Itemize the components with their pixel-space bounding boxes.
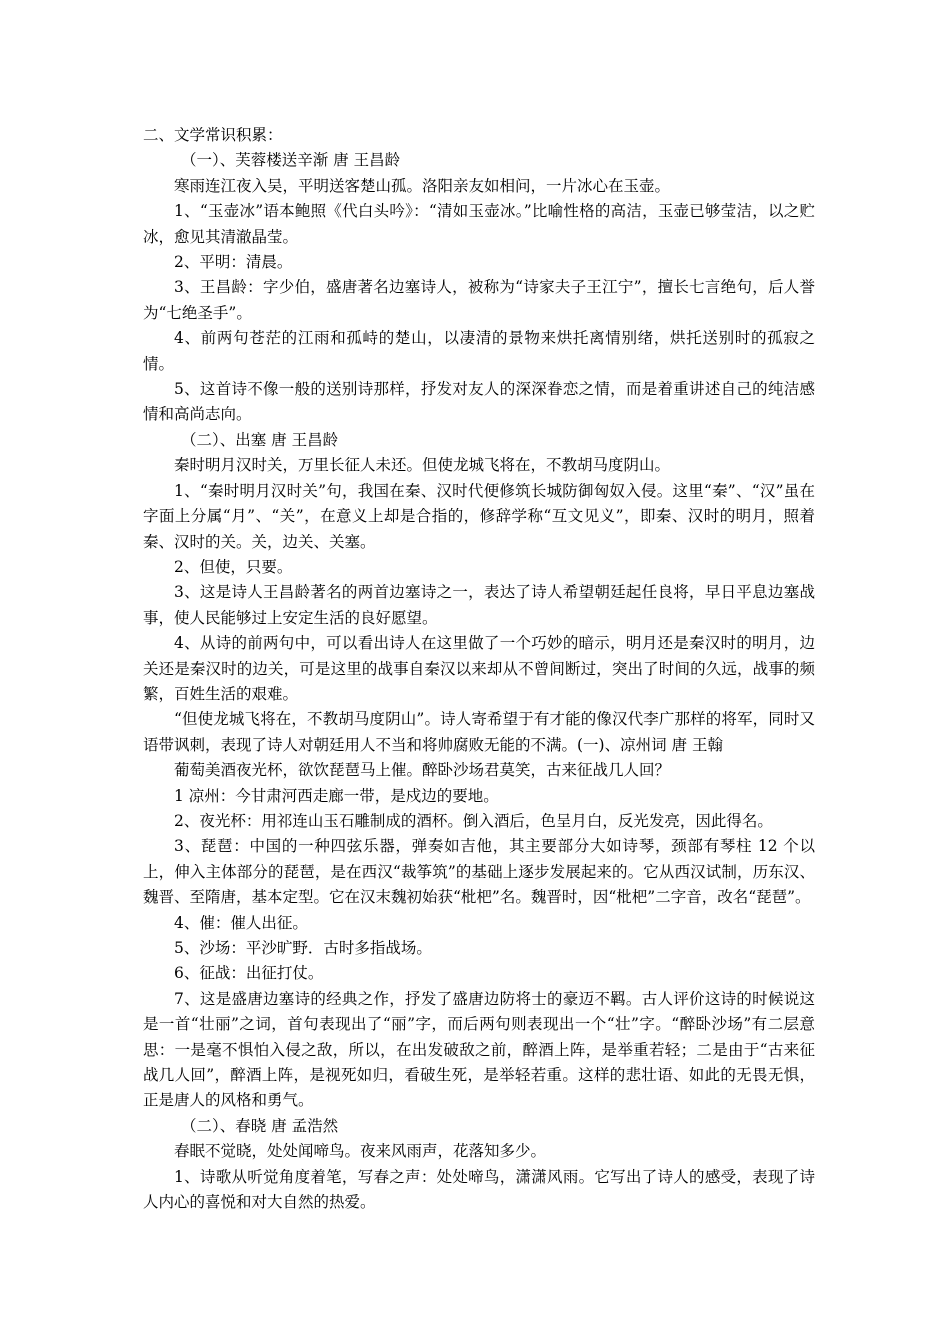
note-paragraph: 4、从诗的前两句中，可以看出诗人在这里做了一个巧妙的暗示，明月还是秦汉时的明月，边关还是秦汉时的边关，可是这里的战事自秦汉以来却从不曾间断过，突出了时间的久远，战事的频繁，百姓生活的艰难。 xyxy=(143,634,815,703)
poem-text: 春眠不觉晓，处处闻啼鸟。夜来风雨声，花落知多少。 xyxy=(174,1142,547,1161)
note-paragraph: 7、这是盛唐边塞诗的经典之作，抒发了盛唐边防将士的豪迈不羁。古人评价这诗的时候说这是一首“壮丽”之词，首句表现出了“丽”字，而后两句则表现出一个“壮”字。“醉卧沙场”有二层意思：一是毫不惧怕入侵之敌，所以，在出发破敌之前，醉酒上阵，是举重若轻；二是由于“古来征战几人回”，醉酒上阵，是视死如归，看破生死，是举轻若重。这样的悲壮语、如此的无畏无惧，正是唐人的风格和勇气。 xyxy=(143,989,815,1110)
note-paragraph: 2、平明：清晨。 xyxy=(174,253,293,272)
note-paragraph: “但使龙城飞将在，不教胡马度阴山”。诗人寄希望于有才能的像汉代李广那样的将军，同时又语带讽刺，表现了诗人对朝廷用人不当和将帅腐败无能的不满。(一)、凉州词 唐 王翰 xyxy=(143,710,815,754)
document-page xyxy=(143,123,815,1215)
note-paragraph: 4、前两句苍茫的江雨和孤峙的楚山，以凄清的景物来烘托离情别绪，烘托送别时的孤寂之情。 xyxy=(143,329,815,373)
note-paragraph: 1、“玉壶冰”语本鲍照《代白头吟》：“清如玉壶冰。”比喻性格的高洁，玉壶已够莹洁，以之贮冰，愈见其清澈晶莹。 xyxy=(143,202,815,246)
section-heading: 二、文学常识积累： xyxy=(143,126,283,144)
note-paragraph: 1、诗歌从听觉角度着笔，写春之声：处处啼鸟，潇潇风雨。它写出了诗人的感受，表现了诗人内心的喜悦和对大自然的热爱。 xyxy=(143,1167,815,1212)
note-paragraph: 4、催：催人出征。 xyxy=(174,913,308,932)
note-paragraph: 2、但使，只要。 xyxy=(174,557,293,576)
note-paragraph: 1 凉州：今甘肃河西走廊一带，是戍边的要地。 xyxy=(174,786,499,805)
poem-text: 秦时明月汉时关，万里长征人未还。但使龙城飞将在，不教胡马度阴山。 xyxy=(174,456,671,475)
note-paragraph: 3、这是诗人王昌龄著名的两首边塞诗之一，表达了诗人希望朝廷起任良将，早日平息边塞战事，使人民能够过上安定生活的良好愿望。 xyxy=(143,583,815,627)
note-paragraph: 2、夜光杯：用祁连山玉石雕制成的酒杯。倒入酒后，色呈月白，反光发亮，因此得名。 xyxy=(174,811,773,830)
poem-title: （二）、出塞 唐 王昌龄 xyxy=(181,430,339,449)
poem-title: （一）、芙蓉楼送辛渐 唐 王昌龄 xyxy=(181,151,401,170)
poem-title: （二）、春晓 唐 孟浩然 xyxy=(181,1116,339,1135)
note-paragraph: 5、沙场：平沙旷野．古时多指战场。 xyxy=(174,939,432,957)
note-paragraph: 3、琵琶：中国的一种四弦乐器，弹奏如吉他，其主要部分大如诗琴，颈部有琴柱 12 个以上，伸入主体部分的琵琶，是在西汉“裁筝筑”的基础上逐步发展起来的。它从西汉试制，历东汉、魏晋、至隋唐，基本定型。它在汉末魏初始获“枇杷”名。魏晋时，因“枇杷”二字音，改名“琵琶”。 xyxy=(143,837,815,907)
poem-text: 葡萄美酒夜光杯，欲饮琵琶马上催。醉卧沙场君莫笑，古来征战几人回？ xyxy=(174,761,671,780)
note-paragraph: 1、“秦时明月汉时关”句，我国在秦、汉时代便修筑长城防御匈奴入侵。这里“秦”、“汉”虽在字面上分属“月”、“关”，在意义上却是合指的，修辞学称“互文见义”，即秦、汉时的明月，照着秦、汉时的关。关，边关、关塞。 xyxy=(143,481,815,551)
note-paragraph: 5、这首诗不像一般的送别诗那样，抒发对友人的深深眷恋之情，而是着重讲述自己的纯洁感情和高尚志向。 xyxy=(143,380,815,424)
note-paragraph: 3、王昌龄：字少伯，盛唐著名边塞诗人，被称为“诗家夫子王江宁”，擅长七言绝句，后人誉为“七绝圣手”。 xyxy=(143,278,815,322)
poem-text: 寒雨连江夜入吴，平明送客楚山孤。洛阳亲友如相问，一片冰心在玉壶。 xyxy=(174,176,671,195)
note-paragraph: 6、征战：出征打仗。 xyxy=(174,964,324,983)
